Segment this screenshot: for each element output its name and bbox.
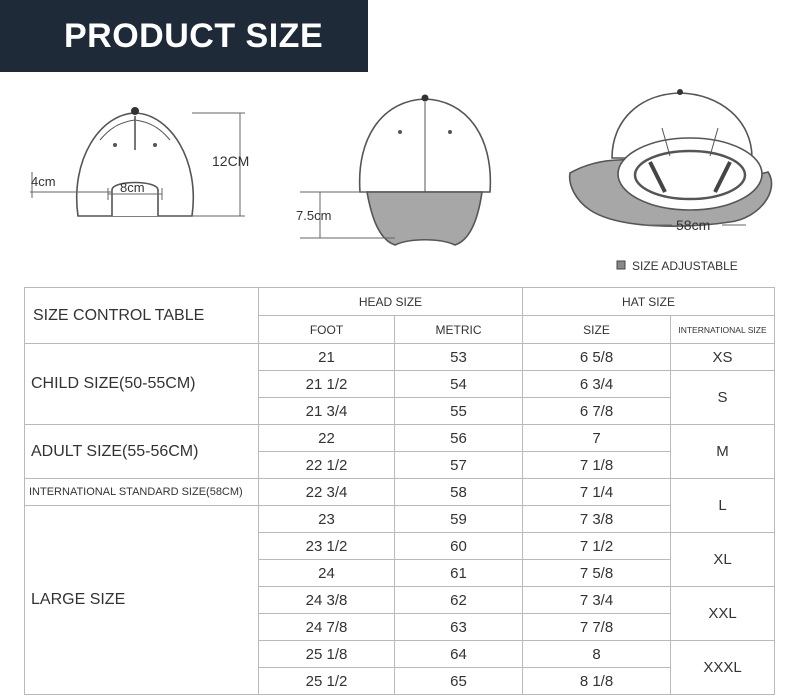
table-row [25,506,775,533]
size-cell: 6 7/8 [523,398,671,425]
metric-cell: 55 [395,398,523,425]
size-cell: 8 1/8 [523,668,671,695]
foot-cell: 21 1/2 [259,371,395,398]
table-row [25,344,775,371]
adult-size-label: ADULT SIZE(55-56CM) [25,425,259,479]
front-height-label: 12CM [212,153,250,169]
cap-diagrams [0,80,800,285]
large-size-label: LARGE SIZE [25,506,259,695]
foot-cell: 25 1/2 [259,668,395,695]
foot-cell: 21 [259,344,395,371]
size-cell: 7 1/2 [523,533,671,560]
strap-height-label: 4cm [31,174,56,189]
intl-size-xs: XS [671,344,775,371]
intl-size-s: S [671,371,775,425]
metric-cell: 62 [395,587,523,614]
size-cell: 7 1/4 [523,479,671,506]
metric-cell: 63 [395,614,523,641]
size-cell: 7 3/4 [523,587,671,614]
size-cell: 6 3/4 [523,371,671,398]
metric-cell: 61 [395,560,523,587]
foot-cell: 22 3/4 [259,479,395,506]
foot-cell: 23 1/2 [259,533,395,560]
intl-size-xl: XL [671,533,775,587]
metric-cell: 53 [395,344,523,371]
page-title: PRODUCT SIZE [64,16,324,55]
metric-cell: 65 [395,668,523,695]
foot-cell: 24 7/8 [259,614,395,641]
cap-back-view [77,107,194,216]
table-title: SIZE CONTROL TABLE [25,288,259,344]
size-column-header: SIZE [523,316,671,344]
size-cell: 7 5/8 [523,560,671,587]
intl-size-column-header: INTERNATIONAL SIZE [671,316,775,344]
metric-cell: 58 [395,479,523,506]
strap-width-label: 8cm [120,180,145,195]
adjustable-marker-icon [617,261,625,269]
size-cell: 6 5/8 [523,344,671,371]
cap-side-view [570,89,772,226]
intl-size-m: M [671,425,775,479]
foot-cell: 24 [259,560,395,587]
intl-size-xxl: XXL [671,587,775,641]
foot-cell: 25 1/8 [259,641,395,668]
head-size-header: HEAD SIZE [259,288,523,316]
foot-cell: 24 3/8 [259,587,395,614]
metric-cell: 56 [395,425,523,452]
size-cell: 7 7/8 [523,614,671,641]
intl-size-xxxl: XXXL [671,641,775,695]
size-cell: 7 1/8 [523,452,671,479]
size-cell: 8 [523,641,671,668]
cap-front-view [360,95,491,246]
hat-size-header: HAT SIZE [523,288,775,316]
metric-column-header: METRIC [395,316,523,344]
foot-cell: 22 1/2 [259,452,395,479]
foot-cell: 22 [259,425,395,452]
size-cell: 7 3/8 [523,506,671,533]
size-cell: 7 [523,425,671,452]
child-size-label: CHILD SIZE(50-55CM) [25,344,259,425]
metric-cell: 60 [395,533,523,560]
metric-cell: 54 [395,371,523,398]
circumference-label: 58cm [676,217,711,233]
table-row [25,425,775,452]
metric-cell: 57 [395,452,523,479]
brim-length-label: 7.5cm [296,208,332,223]
foot-column-header: FOOT [259,316,395,344]
size-control-table [24,287,775,695]
table-row [25,479,775,506]
metric-cell: 64 [395,641,523,668]
size-adjustable-label: SIZE ADJUSTABLE [632,259,738,273]
title-banner [0,0,368,72]
intl-standard-size-label: INTERNATIONAL STANDARD SIZE(58CM) [25,479,259,506]
foot-cell: 21 3/4 [259,398,395,425]
metric-cell: 59 [395,506,523,533]
intl-size-l: L [671,479,775,533]
foot-cell: 23 [259,506,395,533]
